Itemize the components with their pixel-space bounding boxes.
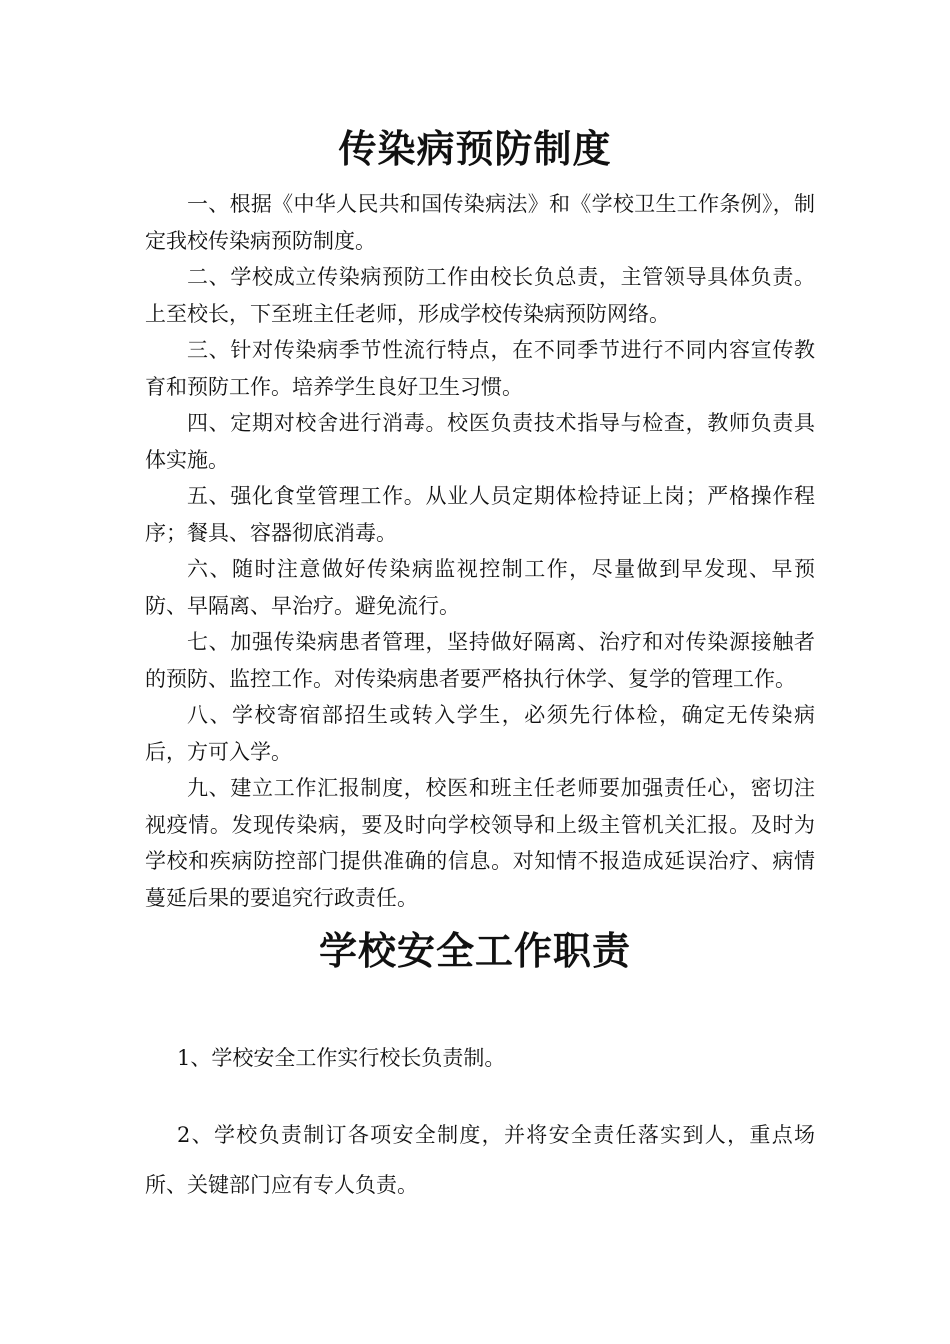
- document-title-school-safety: 学校安全工作职责: [318, 928, 631, 973]
- paragraph-item: 五、强化食堂管理工作。从业人员定期体检持证上岗；严格操作程序；餐具、容器彻底消毒。: [145, 484, 815, 545]
- epidemic-prevention-section: [145, 186, 815, 916]
- paragraph-item: 三、针对传染病季节性流行特点，在不同季节进行不同内容宣传教育和预防工作。培养学生良好卫生习惯。: [145, 338, 815, 399]
- paragraph-item: 1、学校安全工作实行校长负责制。: [177, 1046, 506, 1070]
- paragraph-item: 四、定期对校舍进行消毒。校医负责技术指导与检查，教师负责具体实施。: [145, 411, 815, 472]
- paragraph-item: 2、学校负责制订各项安全制度，并将安全责任落实到人，重点场所、关键部门应有专人负责。: [145, 1123, 815, 1197]
- paragraph-item: 一、根据《中华人民共和国传染病法》和《学校卫生工作条例》，制定我校传染病预防制度。: [145, 192, 815, 253]
- paragraph-item: 七、加强传染病患者管理，坚持做好隔离、治疗和对传染源接触者的预防、监控工作。对传染病患者要严格执行休学、复学的管理工作。: [145, 630, 815, 691]
- paragraph-item: 八、学校寄宿部招生或转入学生，必须先行体检，确定无传染病后，方可入学。: [145, 703, 815, 764]
- document-title-epidemic-prevention: 传染病预防制度: [338, 126, 612, 171]
- paragraph-item: 九、建立工作汇报制度，校医和班主任老师要加强责任心，密切注视疫情。发现传染病，要及时向学校领导和上级主管机关汇报。及时为学校和疾病防控部门提供准确的信息。对知情不报造成延误治疗、病情蔓延后果的要追究行政责任。: [145, 776, 815, 910]
- school-safety-section: [145, 1033, 815, 1237]
- paragraph-item: 二、学校成立传染病预防工作由校长负总责，主管领导具体负责。上至校长，下至班主任老师，形成学校传染病预防网络。: [145, 265, 815, 326]
- paragraph-item: 六、随时注意做好传染病监视控制工作，尽量做到早发现、早预防、早隔离、早治疗。避免流行。: [145, 557, 815, 618]
